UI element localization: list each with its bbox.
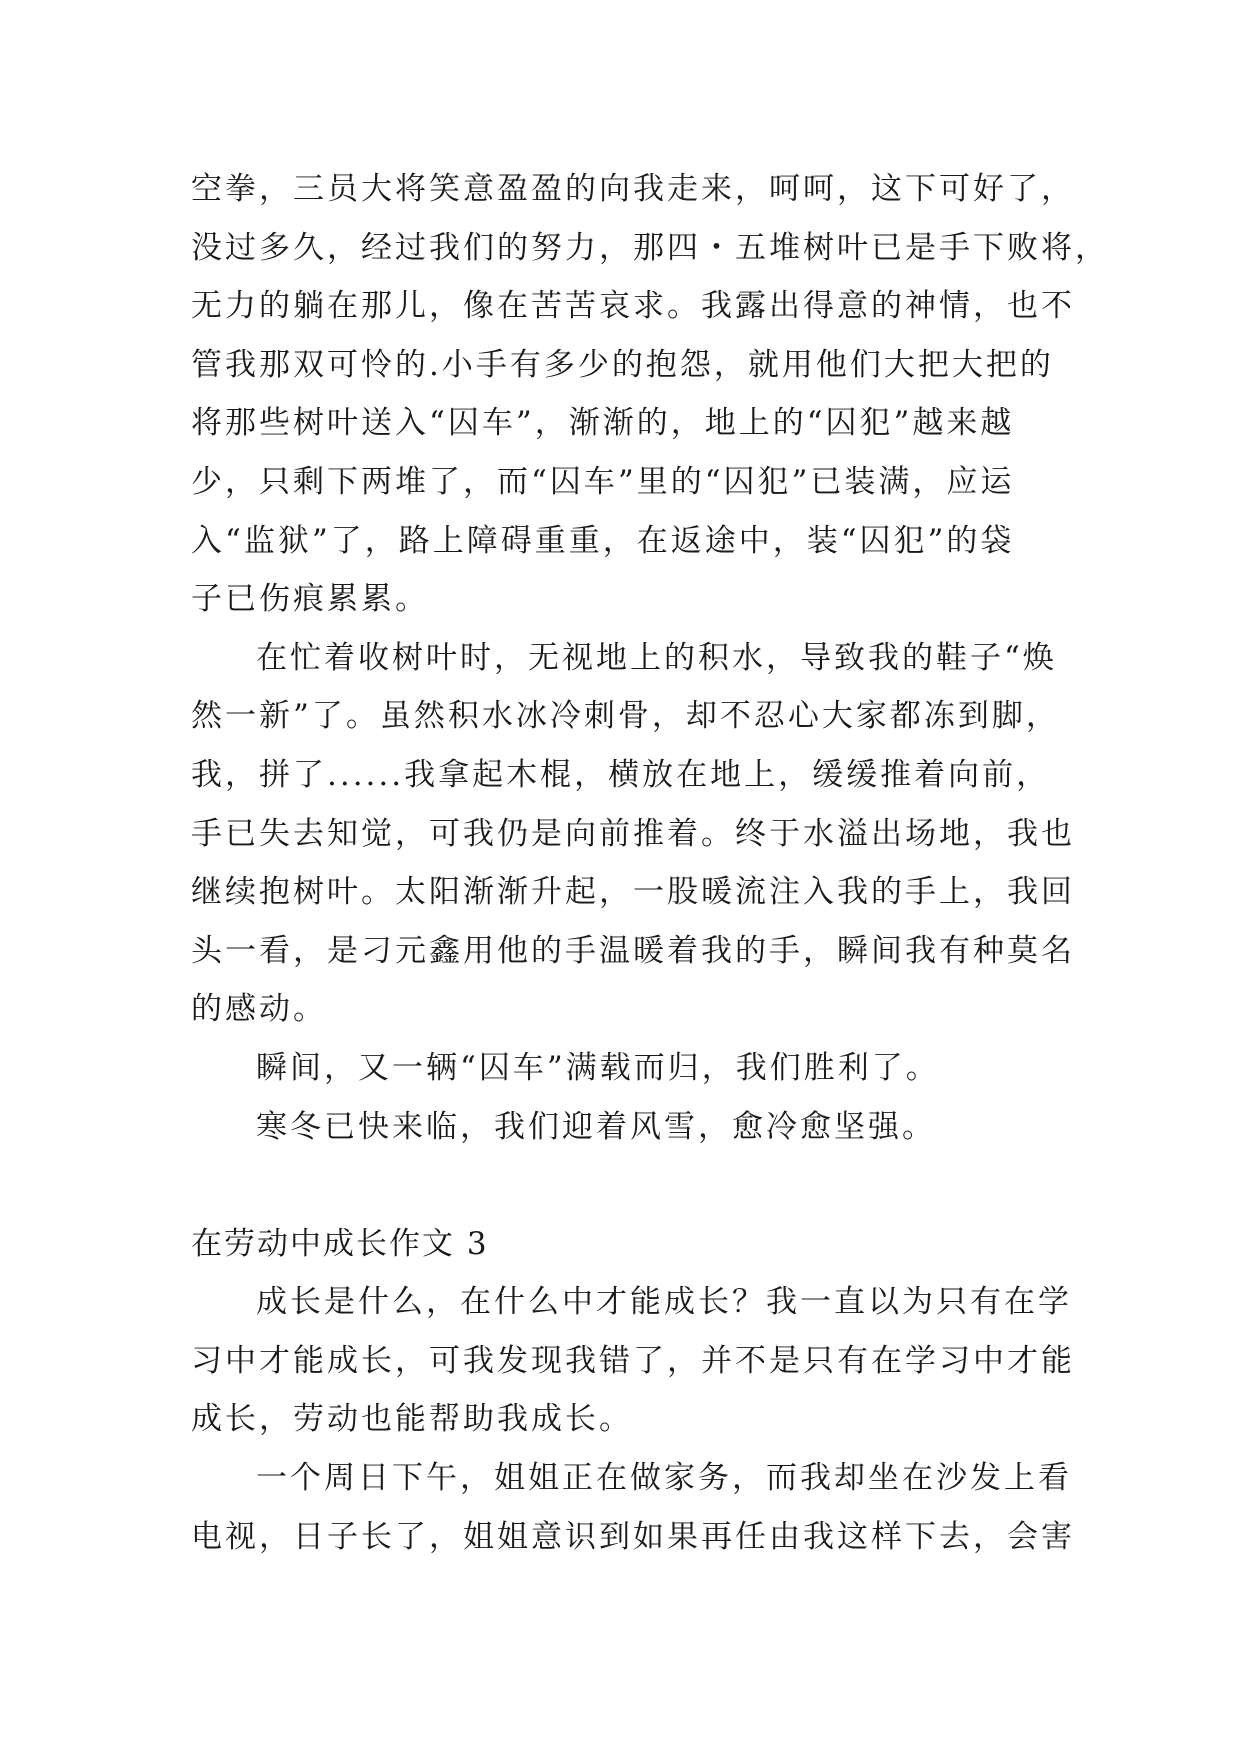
text-line: 习中才能成长，可我发现我错了，并不是只有在学习中才能 <box>191 1342 1075 1379</box>
text-line: 入“监狱”了，路上障碍重重，在返途中，装“囚犯”的袋 <box>191 522 1015 559</box>
text-line: 然一新”了。虽然积水冰冷刺骨，却不忍心大家都冻到脚， <box>191 698 1060 735</box>
essay-text <box>191 160 1109 1566</box>
text-line: 子已伤痕累累。 <box>191 581 429 618</box>
text-line: 成长，劳动也能帮助我成长。 <box>191 1401 633 1438</box>
section-heading: 在劳动中成长作文 3 <box>191 1225 489 1262</box>
text-line: 寒冬已快来临，我们迎着风雪，愈冷愈坚强。 <box>256 1108 936 1145</box>
section-paragraph-2 <box>191 1449 1075 1566</box>
paragraph-2 <box>191 629 1075 1039</box>
text-line: 没过多久，经过我们的努力，那四・五堆树叶已是手下败将， <box>191 229 1109 266</box>
text-line: 管我那双可怜的.小手有多少的抱怨，就用他们大把大把的 <box>191 346 1054 383</box>
text-line: 手已失去知觉，可我仍是向前推着。终于水溢出场地，我也 <box>191 815 1075 852</box>
text-line: 电视，日子长了，姐姐意识到如果再任由我这样下去，会害 <box>191 1518 1075 1555</box>
spacer <box>191 1156 1061 1215</box>
paragraph-1 <box>191 160 1109 629</box>
text-line: 一个周日下午，姐姐正在做家务，而我却坐在沙发上看 <box>256 1460 1072 1497</box>
text-line: 继续抱树叶。太阳渐渐升起，一股暖流注入我的手上，我回 <box>191 874 1075 911</box>
text-line: 少，只剩下两堆了，而“囚车”里的“囚犯”已装满，应运 <box>191 463 1015 500</box>
text-line: 成长是什么，在什么中才能成长？我一直以为只有在学 <box>256 1284 1072 1321</box>
text-line: 我，拼了......我拿起木棍，横放在地上，缓缓推着向前， <box>191 756 1051 793</box>
text-line: 的感动。 <box>191 991 327 1028</box>
text-line: 将那些树叶送入“囚车”，渐渐的，地上的“囚犯”越来越 <box>191 405 1015 442</box>
text-line: 在忙着收树叶时，无视地上的积水，导致我的鞋子“焕 <box>256 639 1057 676</box>
text-line: 瞬间，又一辆“囚车”满载而归，我们胜利了。 <box>256 1049 940 1086</box>
text-line: 空拳，三员大将笑意盈盈的向我走来，呵呵，这下可好了， <box>191 171 1075 207</box>
section-paragraph-1 <box>191 1273 1075 1449</box>
paragraph-3 <box>191 1039 1061 1098</box>
text-line: 无力的躺在那儿，像在苦苦哀求。我露出得意的神情，也不 <box>191 288 1075 325</box>
text-line: 头一看，是刁元鑫用他的手温暖着我的手，瞬间我有种莫名 <box>191 932 1075 969</box>
paragraph-4 <box>191 1098 1061 1157</box>
